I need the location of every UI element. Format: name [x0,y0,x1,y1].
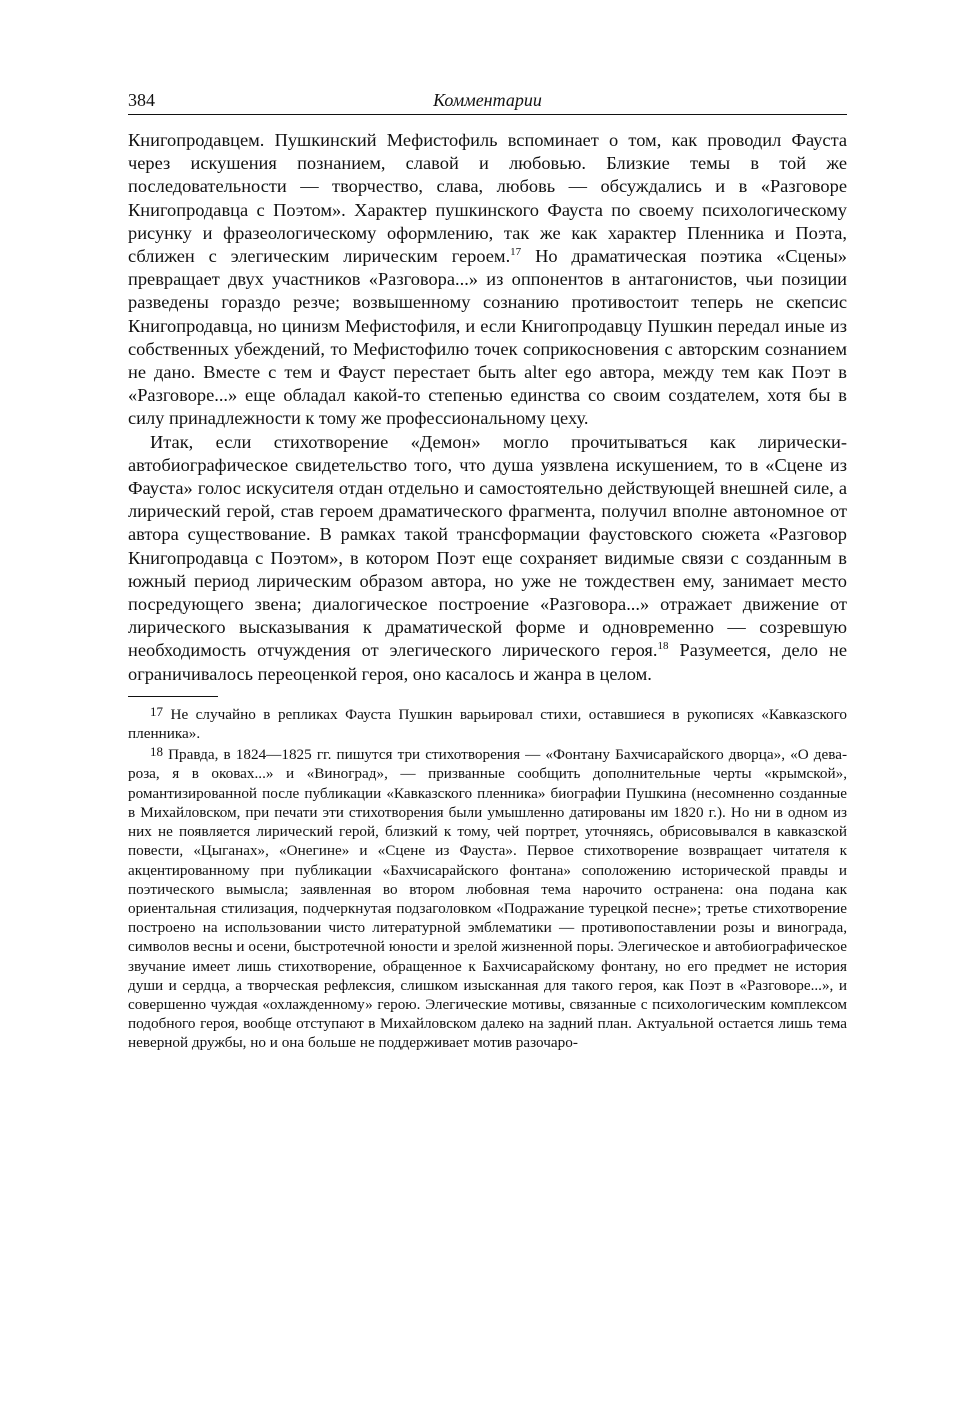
main-text [128,129,847,686]
footnote-17 [128,705,847,743]
footnote-separator [128,696,218,697]
footnote-number: 17 [150,703,163,719]
footnote-ref-17[interactable]: 17 [510,246,522,259]
footnote-text: Не случайно в репликах Фауста Пушкин варьировал стихи, оставшиеся в рукописях «Кавказского пленника». [128,705,847,743]
paragraph-2-ending: Разумеется, дело не ограничивалось переоценкой героя, оно касалось и жанра в целом. [128,640,847,684]
paragraph-1-text: Книгопродавцем. Пушкинский Мефистофиль вспоминает о том, как проводил Фауста через искушения познанием, славой и любовью. Близкие темы в той же последовательности — творчество, слава, любовь — обсуждались и в «Разговоре Книгопродавца с Поэтом». Характер пушкинского Фауста по своему психологическому рисунку и фразеологическому оформлению, так же как характер Пленника и Поэта, сближен с элегическим лирическим героем. [128,130,847,267]
running-title: Комментарии [433,90,542,110]
footnote-ref-18[interactable]: 18 [657,640,669,653]
footnote-number: 18 [150,744,163,760]
paragraph-1 [128,129,847,431]
footnote-18 [128,745,847,1052]
footnote-text: Правда, в 1824—1825 гг. пишутся три стихотворения — «Фонтану Бахчисарайского дворца», «О дева-роза, я в оковах...» и «Виноград», — призванные сообщить дополнительные черты «крымской», романтизированной после публикации «Кавказского пленника» биографии Пушкина (несомненно созданные в Михайловском, при печати эти стихотворения были умышленно датированы им 1820 г.). Но ни в одном из них не появляется лирический герой, близкий к тому, чей портрет, уточняясь, обрисовывался в кавказской повести, «Цыганах», «Онегине» и «Сцене из Фауста». Первое стихотворение возвращает читателя к акцентированному при публикации «Бахчисарайского фонтана» соположению исторической правды и поэтического вымысла; заявленная во втором любовная тема нарочито остранена: она подана как ориентальная стилизация, подчеркнутая подзаголовком «Подражание турецкой песне»; третье стихотворение построено на использовании чисто литературной эмблематики — противопоставлении розы и винограда, символов весны и осени, быстротечной юности и зрелой жизненной поры. Элегическое и автобиографическое звучание имеет лишь стихотворение, обращенное к Бахчисарайскому фонтану, но его предмет не история души и сердца, а творческая рефлексия, слишком изысканная для такого героя, как Поэт в «Разговоре...», и совершенно чуждая «охлажденному» герою. Элегические мотивы, связанные с психологическим комплексом подобного героя, вообще отступают в Михайловском далеко на задний план. Актуальной остается лишь тема неверной дружбы, но и она больше не поддерживает мотив разочаро- [128,746,847,1052]
footnotes [128,705,847,1053]
book-page [128,84,847,1053]
paragraph-1-continuation: Но драматическая поэтика «Сцены» превращает двух участников «Разговора...» из оппонентов в антагонистов, чьи позиции разведены гораздо резче; возвышенному сознанию противостоит теперь не скепсис Книгопродавца, но цинизм Мефистофиля, и если Книгопродавцу Пушкин передал иные из собственных убеждений, то Мефистофилю точек соприкосновения с авторским сознанием не дано. Вместе с тем и Фауст перестает быть alter ego автора, между тем как Поэт в «Разговоре...» еще обладал какой-то степенью единства со своим создателем, хотя бы в силу принадлежности к тому же профессиональному цеху. [128,246,847,429]
paragraph-2 [128,431,847,686]
paragraph-2-text: Итак, если стихотворение «Демон» могло прочитываться как лирически-автобиографическое свидетельство того, что душа уязвлена искушением, то в «Сцене из Фауста» голос искусителя отдан отдельно и самостоятельно действующей внешней силе, а лирический герой, став героем драматического фрагмента, получил вполне автономное от автора существование. В рамках такой трансформации фаустовского сюжета «Разговор Книгопродавца с Поэтом», в котором Поэт еще сохраняет видимые связи с созданным в южный период лирическим образом автора, но уже не тождествен ему, занимает место посредующего звена; диалогическое построение «Разговора...» отражает движение от лирического высказывания к драматической форме и одновременно — созревшую необходимость отчуждения от элегического лирического героя. [128,431,847,661]
running-header [128,84,847,115]
page-number: 384 [128,90,155,110]
